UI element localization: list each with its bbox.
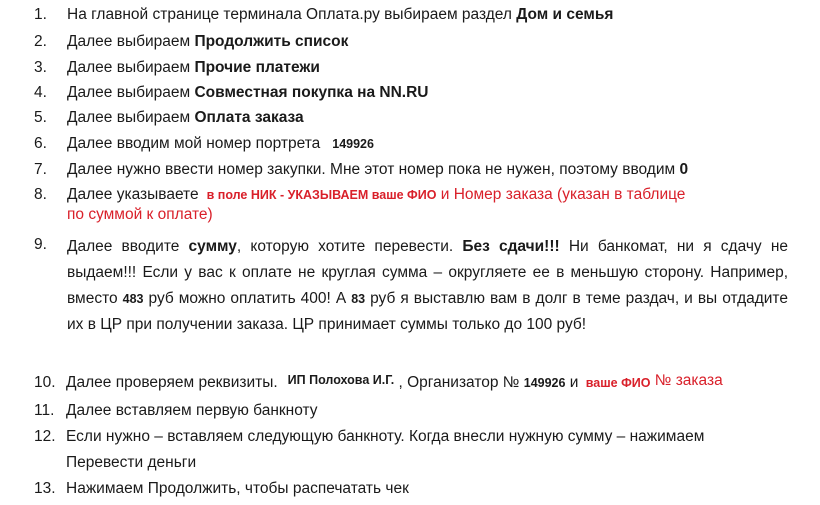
item-text-continued: по суммой к оплате) xyxy=(67,206,213,223)
item-number: 9. xyxy=(34,236,47,253)
item-text: На главной странице терминала Оплата.ру выбираем раздел Дом и семья xyxy=(67,6,614,23)
item-text: Далее проверяем реквизиты. ИП Полохова И.Г. , Организатор № 149926 и ваше ФИО № заказа xyxy=(66,372,723,391)
item-number: 13. xyxy=(34,480,56,497)
item-text: Нажимаем Продолжить, чтобы распечатать чек xyxy=(66,480,409,497)
item-text: Далее вставляем первую банкноту xyxy=(66,402,318,419)
item-number: 12. xyxy=(34,428,56,445)
item-paragraph: Далее вводите сумму, которую хотите перевести. Без сдачи!!! Ни банкомат, ни я сдачу не выдаем!!! Если у вас к оплате не круглая сумма – округляете ее в меньшую сторону. Например, вместо 483 руб можно оплатить 400! А 83 руб я выставлю вам в долг в теме раздач, и вы отдадите их в ЦР при получении заказа. ЦР принимает суммы только до 100 руб! xyxy=(67,238,789,333)
item-number: 1. xyxy=(34,6,47,23)
item-number: 4. xyxy=(34,84,47,101)
item-number: 2. xyxy=(34,33,47,50)
item-number: 10. xyxy=(34,374,56,391)
item-text: Далее выбираем Продолжить список xyxy=(67,33,349,50)
item-text-continued: Перевести деньги xyxy=(66,454,197,471)
item-number: 8. xyxy=(34,186,47,203)
item-text: Далее выбираем Совместная покупка на NN.RU xyxy=(67,84,429,101)
item-text: Далее вводим мой номер портрета 149926 xyxy=(67,135,374,152)
item-number: 3. xyxy=(34,59,47,76)
item-text: Далее указываете в поле НИК - УКАЗЫВАЕМ ваше ФИО и Номер заказа (указан в таблице xyxy=(67,186,686,203)
item-number: 11. xyxy=(34,402,55,419)
item-text: Далее нужно ввести номер закупки. Мне этот номер пока не нужен, поэтому вводим 0 xyxy=(67,161,689,178)
item-text: Далее выбираем Оплата заказа xyxy=(67,109,304,126)
item-number: 6. xyxy=(34,135,47,152)
item-text: Если нужно – вставляем следующую банкноту. Когда внесли нужную сумму – нажимаем xyxy=(66,428,705,445)
item-text: Далее выбираем Прочие платежи xyxy=(67,59,320,76)
item-number: 5. xyxy=(34,109,47,126)
item-number: 7. xyxy=(34,161,47,178)
